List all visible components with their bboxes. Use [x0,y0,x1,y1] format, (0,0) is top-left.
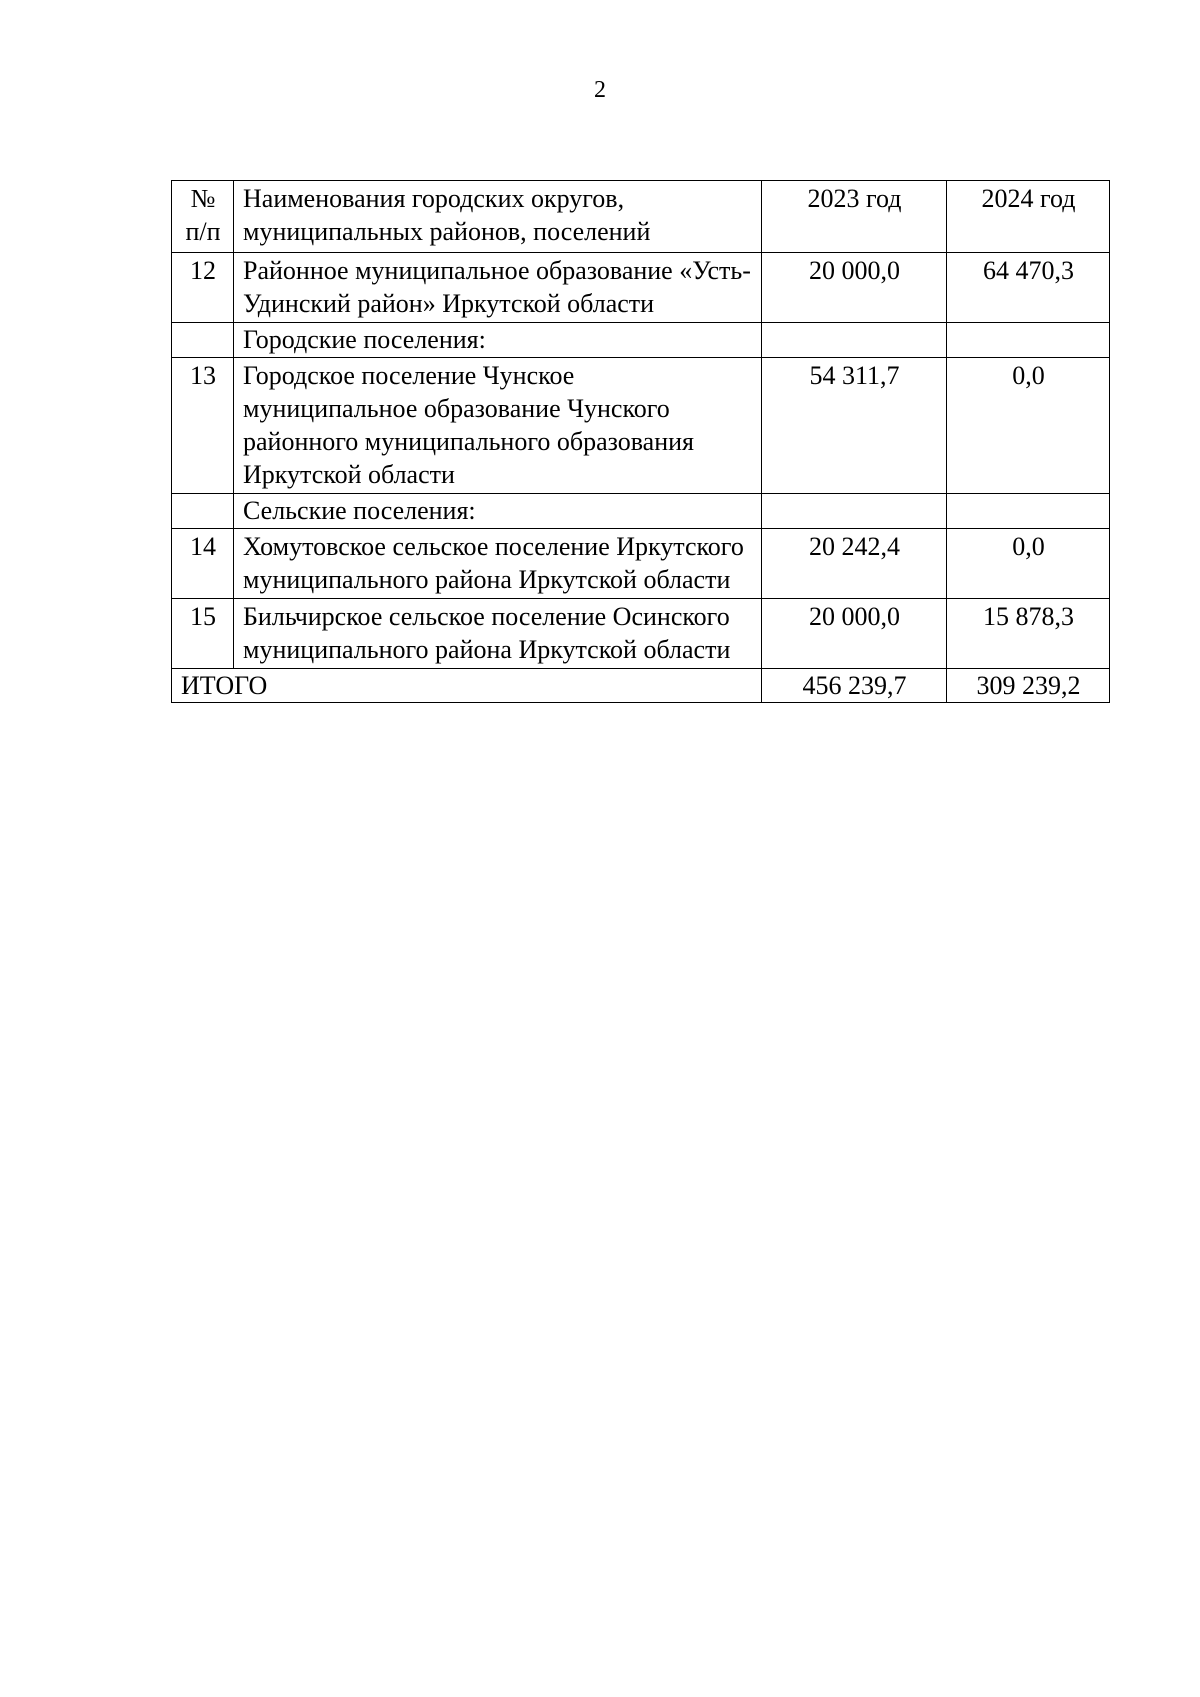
table-total-row [172,669,1110,703]
section-label: Сельские поселения: [234,494,762,529]
row-name: Районное муниципальное образование «Усть-Удинский район» Иркутской области [234,253,762,323]
table-row [172,529,1110,599]
section-empty-2023 [762,323,947,358]
total-value-2023: 456 239,7 [762,669,947,703]
row-num: 14 [172,529,234,599]
table-section-row [172,323,1110,358]
row-name: Бильчирское сельское поселение Осинского муниципального района Иркутской области [234,599,762,669]
table-row [172,253,1110,323]
budget-table [171,180,1110,703]
row-num: 12 [172,253,234,323]
section-empty-2024 [947,323,1110,358]
header-num: № п/п [172,181,234,253]
table-header-row [172,181,1110,253]
header-2023: 2023 год [762,181,947,253]
section-empty-num [172,323,234,358]
total-value-2024: 309 239,2 [947,669,1110,703]
section-empty-2023 [762,494,947,529]
page-number: 2 [594,77,606,103]
total-label: ИТОГО [172,669,762,703]
section-empty-2024 [947,494,1110,529]
row-value-2023: 20 000,0 [762,253,947,323]
header-2024: 2024 год [947,181,1110,253]
row-value-2024: 0,0 [947,529,1110,599]
section-label: Городские поселения: [234,323,762,358]
table-row [172,358,1110,494]
row-num: 13 [172,358,234,494]
row-value-2023: 20 000,0 [762,599,947,669]
row-name: Хомутовское сельское поселение Иркутского муниципального района Иркутской области [234,529,762,599]
section-empty-num [172,494,234,529]
table-row [172,599,1110,669]
row-name: Городское поселение Чунское муниципальное образование Чунского районного муниципального образования Иркутской области [234,358,762,494]
header-name: Наименования городских округов, муниципальных районов, поселений [234,181,762,253]
row-value-2024: 64 470,3 [947,253,1110,323]
row-value-2024: 15 878,3 [947,599,1110,669]
row-value-2023: 20 242,4 [762,529,947,599]
row-num: 15 [172,599,234,669]
table-section-row [172,494,1110,529]
row-value-2023: 54 311,7 [762,358,947,494]
row-value-2024: 0,0 [947,358,1110,494]
